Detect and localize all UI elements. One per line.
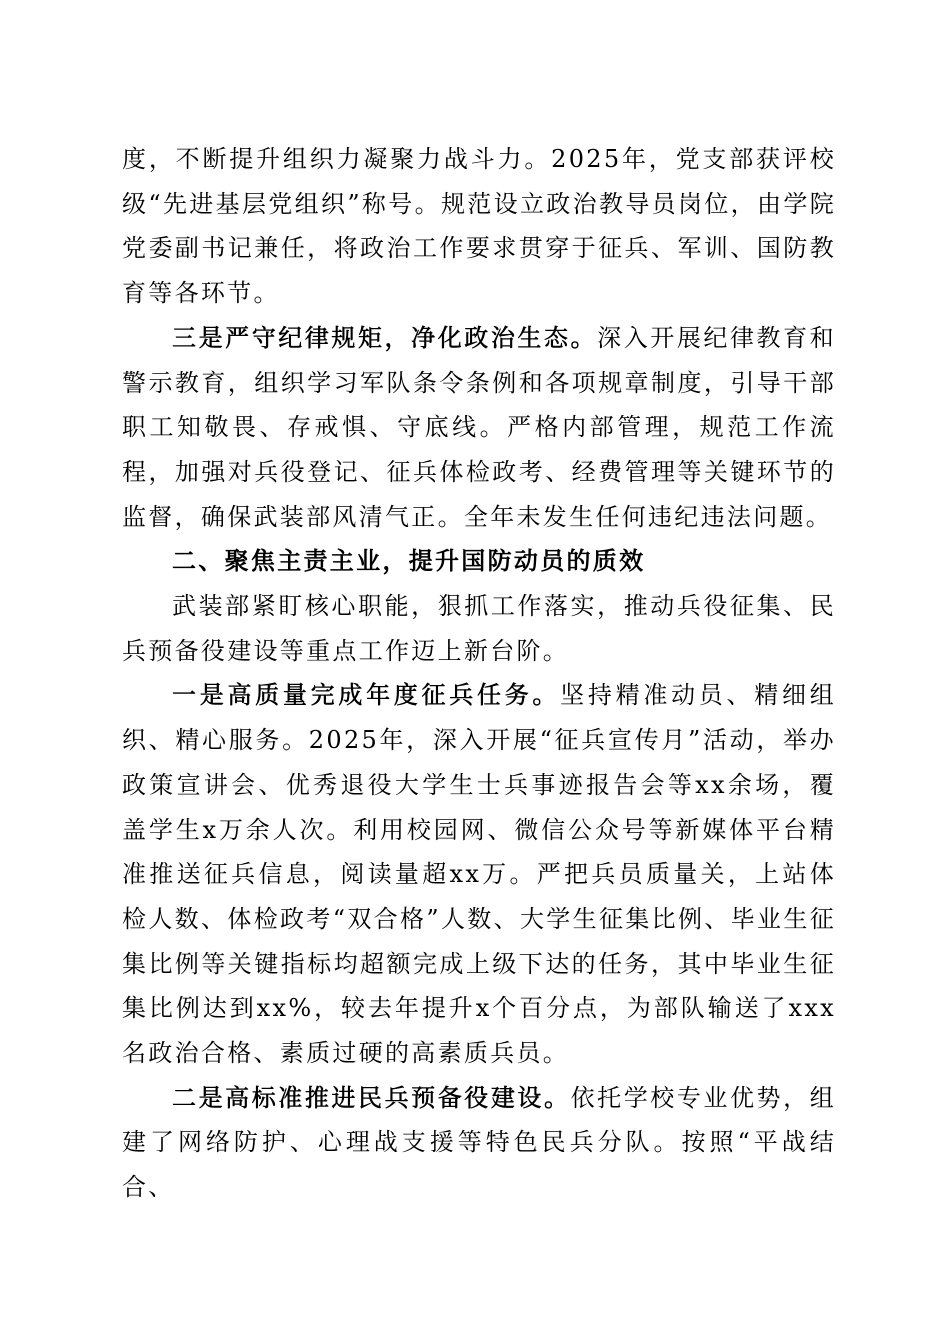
paragraph-discipline	[122, 316, 836, 540]
paragraph-section-intro	[122, 584, 836, 673]
section-heading: 二、聚焦主责主业，提升国防动员的质效	[172, 547, 646, 576]
paragraph-conscription	[122, 673, 836, 1075]
paragraph-text: 武装部紧盯核心职能，狠抓工作落实，推动兵役征集、民兵预备役建设等重点工作迈上新台阶。	[122, 592, 836, 665]
paragraph-lead: 二是高标准推进民兵预备役建设。	[172, 1083, 571, 1112]
paragraph-lead: 三是严守纪律规矩，净化政治生态。	[172, 323, 598, 352]
paragraph-text: 度，不断提升组织力凝聚力战斗力。2025年，党支部获评校级“先进基层党组织”称号。规范设立政治教导员岗位，由学院党委副书记兼任，将政治工作要求贯穿于征兵、军训、国防教育等各环节。	[122, 145, 836, 308]
paragraph-text: 深入开展纪律教育和警示教育，组织学习军队条令条例和各项规章制度，引导干部职工知敬畏、存戒惧、守底线。严格内部管理，规范工作流程，加强对兵役登记、征兵体检政考、经费管理等关键环节的监督，确保武装部风清气正。全年未发生任何违纪违法问题。	[122, 323, 836, 531]
paragraph-text: 坚持精准动员、精细组织、精心服务。2025年，深入开展“征兵宣传月”活动，举办政策宣讲会、优秀退役大学生士兵事迹报告会等xx余场，覆盖学生x万余人次。利用校园网、微信公众号等新媒体平台精准推送征兵信息，阅读量超xx万。严把兵员质量关，上站体检人数、体检政考“双合格”人数、大学生征集比例、毕业生征集比例等关键指标均超额完成上级下达的任务，其中毕业生征集比例达到xx%，较去年提升x个百分点，为部队输送了xxx名政治合格、素质过硬的高素质兵员。	[122, 681, 837, 1068]
paragraph-text: 依托学校专业优势，组建了网络防护、心理战支援等特色民兵分队。按照“平战结合、	[122, 1083, 836, 1202]
paragraph-lead: 一是高质量完成年度征兵任务。	[172, 681, 561, 710]
paragraph-continuation	[122, 137, 836, 316]
document-body	[122, 137, 836, 1210]
paragraph-militia	[122, 1076, 836, 1210]
